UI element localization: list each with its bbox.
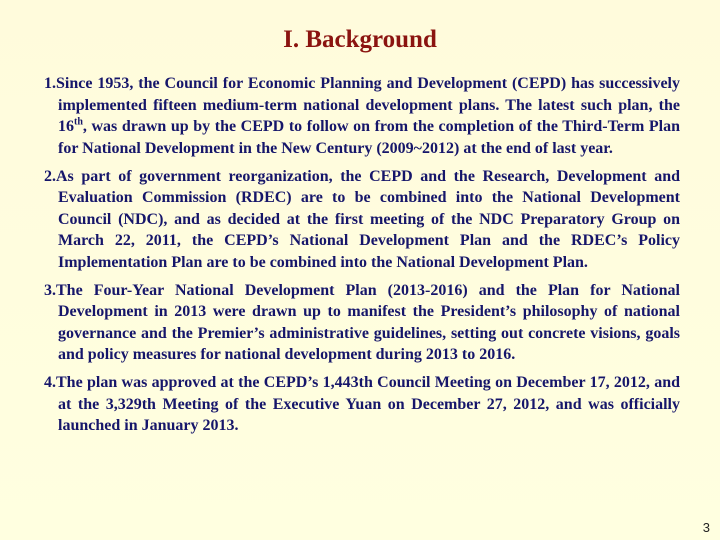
list-item: 4.The plan was approved at the CEPD’s 1,443th Council Meeting on December 17, 2012, and at the 3,329th Meeting of the Executive Yuan on December 27, 2012, and was officially launched in January 2013. bbox=[44, 374, 680, 434]
list-item: 2.As part of government reorganization, the CEPD and the Research, Development and Evaluation Commission (RDEC) are to be combined into the National Development Council (NDC), and as decided at the first meeting of the NDC Preparatory Group on March 22, 2011, the CEPD’s National Development Plan and the RDEC’s Policy Implementation Plan are to be combined into the National Development Plan. bbox=[44, 167, 680, 271]
list-item bbox=[44, 73, 680, 159]
superscript: th bbox=[74, 116, 83, 128]
page-number: 3 bbox=[702, 520, 710, 535]
background-list bbox=[44, 73, 680, 443]
slide-title: I. Background bbox=[283, 26, 437, 53]
item-text: , was drawn up by the CEPD to follow on from the completion of the Third-Term Plan for National Development in the New Century (2009~2012) at the end of last year. bbox=[58, 118, 680, 157]
list-item: 3.The Four-Year National Development Plan (2013-2016) and the Plan for National Development in 2013 were drawn up to manifest the President’s philosophy of national governance and the Premier’s administrative guidelines, setting out concrete visions, goals and policy measures for national development during 2013 to 2016. bbox=[44, 281, 680, 363]
item-text: 1.Since 1953, the Council for Economic Planning and Development (CEPD) has successively implemented fifteen medium-term national development plans. The latest such plan, the 16 bbox=[44, 75, 680, 135]
